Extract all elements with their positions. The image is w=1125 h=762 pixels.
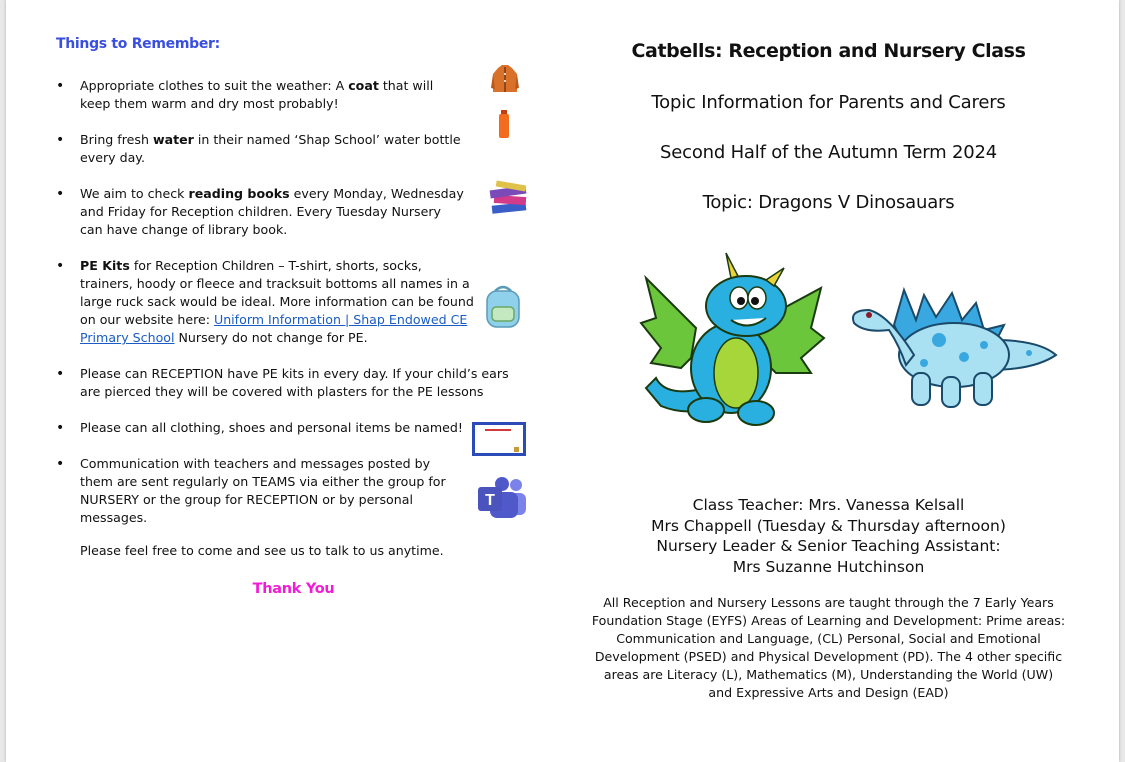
item-text: We aim to check xyxy=(80,186,189,201)
item-text: every Monday, Wednesday and Friday for Reception children. Every Tuesday Nursery can have change of library book. xyxy=(80,186,464,237)
list-item: • Please can RECEPTION have PE kits in every day. If your child’s ears are pierced they will be covered with plasters for the PE lessons xyxy=(56,365,476,401)
dragon-illustration xyxy=(636,248,826,434)
backpack-icon xyxy=(480,283,526,329)
page-title: Catbells: Reception and Nursery Class xyxy=(631,40,1026,62)
subtitle-line: Second Half of the Autumn Term 2024 xyxy=(660,142,997,163)
list-item: • Please can all clothing, shoes and personal items be named! xyxy=(56,419,476,437)
staff-line: Class Teacher: Mrs. Vanessa Kelsall xyxy=(692,496,965,514)
teams-icon xyxy=(476,476,528,520)
item-text: Communication with teachers and messages posted by them are sent regularly on TEAMS via either the group for NURSERY or the group for RECEPTION or by personal messages. xyxy=(80,456,446,525)
things-to-remember-heading: Things to Remember: xyxy=(56,36,220,52)
item-text: Bring fresh xyxy=(80,132,153,147)
item-text: Please can RECEPTION have PE kits in every day. If your child’s ears are pierced they will be covered with plasters for the PE lessons xyxy=(80,366,509,399)
item-text: Appropriate clothes to suit the weather: A xyxy=(80,78,349,93)
item-bold-text: coat xyxy=(348,78,379,93)
svg-text:T: T xyxy=(485,492,495,509)
name-label-icon xyxy=(472,422,526,456)
item-text: Nursery do not change for PE. xyxy=(174,330,368,345)
item-bold-text: water xyxy=(152,132,194,147)
staff-line: Nursery Leader & Senior Teaching Assistant: xyxy=(656,537,1001,555)
list-item: • PE Kits for Reception Children – T-shirt, shorts, socks, trainers, hoody or fleece and tracksuit bottoms all names in a large ruck sack would be ideal. More information can be found on our website here: Uniform Information | Shap Endowed CE Primary School Nursery do not change for PE. xyxy=(56,258,474,345)
list-item: • We aim to check reading books every Monday, Wednesday and Friday for Reception children. Every Tuesday Nursery can have change of library book. xyxy=(56,186,464,237)
subtitle-line: Topic Information for Parents and Carers xyxy=(651,92,1006,113)
lessons-paragraph: All Reception and Nursery Lessons are taught through the 7 Early Years Foundation Stage (EYFS) Areas of Learning and Development: Prime areas: Communication and Language, (CL) Personal, Social and Emotional Development (PSED) and Physical Development (PD). The 4 other specific areas are Literacy (L), Mathematics (M), Understanding the World (UW) and Expressive Arts and Design (EAD) xyxy=(591,595,1066,701)
item-bold-text: reading books xyxy=(188,186,290,201)
list-item: • Communication with teachers and messages posted by them are sent regularly on TEAMS via either the group for NURSERY or the group for RECEPTION or by personal messages. xyxy=(56,455,476,527)
item-text: for Reception Children – T-shirt, shorts, socks, trainers, hoody or fleece and tracksuit bottoms all names in a large ruck sack would be ideal. More information can be found on our website here: xyxy=(80,258,474,327)
dinosaur-illustration xyxy=(844,285,1062,415)
item-text: in their named ‘Shap School’ water bottle every day. xyxy=(80,132,461,165)
coat-icon xyxy=(490,62,520,96)
uniform-information-link[interactable]: Uniform Information | Shap Endowed CE Primary School xyxy=(80,312,468,345)
staff-line: Mrs Chappell (Tuesday & Thursday afternoon) xyxy=(651,516,1006,535)
document-page xyxy=(6,0,1119,762)
staff-info xyxy=(576,495,1081,577)
item-text: that will keep them warm and dry most probably! xyxy=(80,78,434,111)
thank-you-text: Thank You xyxy=(252,581,335,597)
topic-line: Topic: Dragons V Dinosauars xyxy=(702,192,955,213)
staff-line: Mrs Suzanne Hutchinson xyxy=(732,557,925,576)
list-item: • Appropriate clothes to suit the weather: A coat that will keep them warm and dry most probably! xyxy=(56,78,434,111)
list-item: • Bring fresh water in their named ‘Shap School’ water bottle every day. xyxy=(56,132,461,165)
closing-note: Please feel free to come and see us to talk to us anytime. xyxy=(80,543,444,558)
item-text: Please can all clothing, shoes and personal items be named! xyxy=(80,420,463,435)
water-bottle-icon xyxy=(498,110,510,140)
item-bold-text: PE Kits xyxy=(80,258,130,273)
books-icon xyxy=(486,180,534,220)
